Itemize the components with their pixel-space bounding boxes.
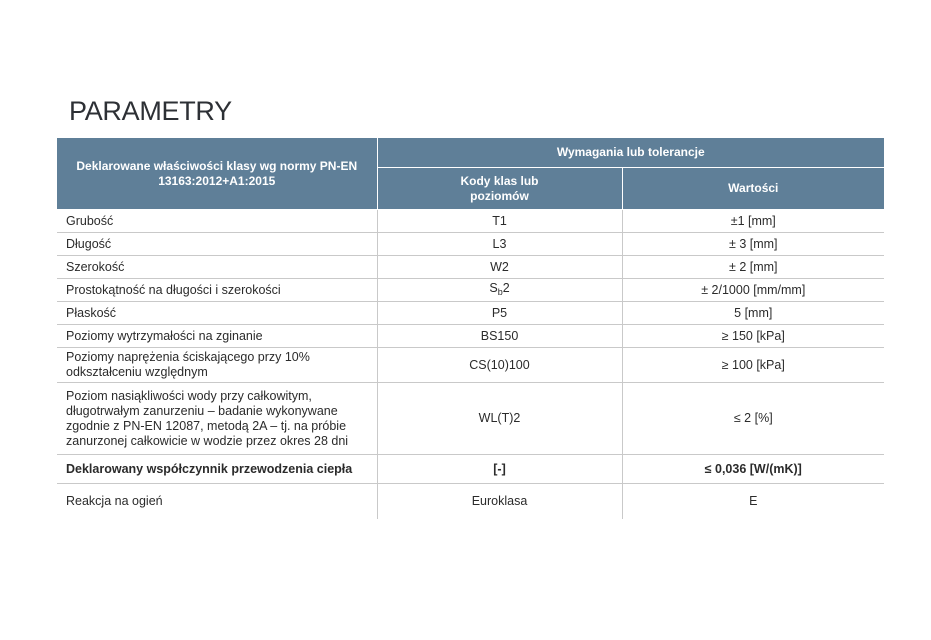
property-cell: Poziomy naprężenia ściskającego przy 10% odkształceniu względnym bbox=[57, 348, 377, 383]
value-cell: ± 2 [mm] bbox=[622, 256, 884, 279]
table-row bbox=[57, 455, 884, 484]
header-requirements-group: Wymagania lub tolerancje bbox=[377, 138, 884, 168]
header-declared-properties: Deklarowane właściwości klasy wg normy PN-EN 13163:2012+A1:2015 bbox=[57, 138, 377, 210]
value-cell: ≥ 150 [kPa] bbox=[622, 325, 884, 348]
code-cell: CS(10)100 bbox=[377, 348, 622, 383]
code-cell: L3 bbox=[377, 233, 622, 256]
parameters-table bbox=[57, 138, 884, 519]
code-main: S bbox=[489, 280, 498, 295]
value-cell: ≥ 100 [kPa] bbox=[622, 348, 884, 383]
value-cell: E bbox=[749, 494, 758, 508]
property-cell: Szerokość bbox=[57, 256, 377, 279]
header-codes-label: Kody klas lub poziomów bbox=[460, 173, 539, 203]
code-cell: BS150 bbox=[377, 325, 622, 348]
code-tail: 2 bbox=[502, 280, 510, 295]
table-row bbox=[57, 348, 884, 383]
property-cell: Grubość bbox=[57, 210, 377, 233]
table-row bbox=[57, 256, 884, 279]
value-cell: ±1 [mm] bbox=[622, 210, 884, 233]
code-cell bbox=[377, 279, 622, 302]
property-cell: Deklarowany współczynnik przewodzenia ciepła bbox=[57, 455, 377, 484]
table-row bbox=[57, 302, 884, 325]
header-values: Wartości bbox=[622, 168, 884, 210]
value-cell: ≤ 0,036 [W/(mK)] bbox=[622, 455, 884, 484]
property-cell: Płaskość bbox=[57, 302, 377, 325]
property-cell: Poziomy wytrzymałości na zginanie bbox=[57, 325, 377, 348]
property-cell: Długość bbox=[57, 233, 377, 256]
code-cell: P5 bbox=[377, 302, 622, 325]
property-cell: Prostokątność na długości i szerokości bbox=[57, 279, 377, 302]
value-cell: ≤ 2 [%] bbox=[622, 383, 884, 455]
table-row bbox=[57, 233, 884, 256]
value-cell: ± 3 [mm] bbox=[622, 233, 884, 256]
header-codes bbox=[377, 168, 622, 210]
code-cell: W2 bbox=[377, 256, 622, 279]
table-row bbox=[57, 383, 884, 455]
code-cell: T1 bbox=[377, 210, 622, 233]
code-cell: Euroklasa bbox=[377, 484, 622, 520]
table-row bbox=[57, 484, 884, 520]
code-cell: [-] bbox=[377, 455, 622, 484]
property-cell: Reakcja na ogień bbox=[57, 484, 377, 520]
value-cell: 5 [mm] bbox=[622, 302, 884, 325]
table-row bbox=[57, 210, 884, 233]
page-title: PARAMETRY bbox=[69, 96, 232, 126]
property-cell: Poziom nasiąkliwości wody przy całkowitym, długotrwałym zanurzeniu – badanie wykonywane zgodnie z PN-EN 12087, metodą 2A – tj. na próbie zanurzonej całkowicie w wodzie przez okres 28 dni bbox=[57, 383, 377, 455]
code-subscript: b bbox=[497, 286, 503, 297]
table-row bbox=[57, 279, 884, 302]
code-cell: WL(T)2 bbox=[377, 383, 622, 455]
table-row bbox=[57, 325, 884, 348]
value-cell: ± 2/1000 [mm/mm] bbox=[622, 279, 884, 302]
